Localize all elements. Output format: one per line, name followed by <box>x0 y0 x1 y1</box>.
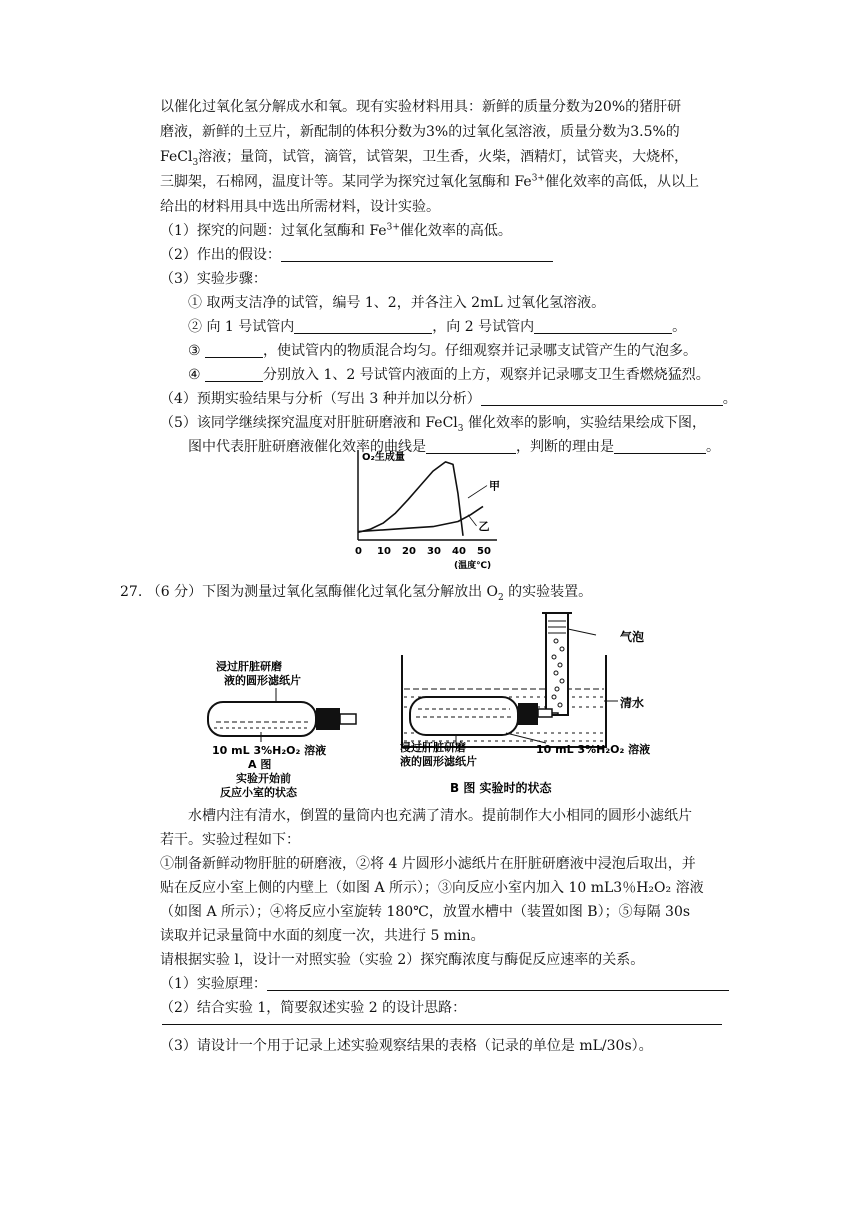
q27-para-3: ①制备新鲜动物肝脏的研磨液，②将 4 片圆形小滤纸片在肝脏研磨液中浸泡后取出，并 <box>160 856 696 872</box>
figb-bubble-label: 气泡 <box>620 630 645 644</box>
q26-para-line-2: 磨液，新鲜的土豆片，新配制的体积分数为3%的过氧化氢溶液，质量分数为3.5%的 <box>160 124 680 140</box>
figb-solution: 10 mL 3%H₂O₂ 溶液 <box>536 743 651 756</box>
q5-text-2: 催化效率的影响，实验结果绘成下图， <box>463 415 706 431</box>
q1-text: （1）探究的问题：过氧化氢酶和 Fe <box>160 223 387 239</box>
figa-stopper <box>316 708 340 730</box>
step-4-text: 分别放入 1、2 号试管内液面的上方，观察并记录哪支卫生香燃烧猛烈。 <box>263 367 710 383</box>
q26-question-5 <box>160 414 706 432</box>
x-tick-label: 50 <box>477 546 491 557</box>
figb-cylinder <box>546 613 568 715</box>
step-2-text: ② 向 1 号试管内 <box>188 319 295 335</box>
figa-label-1: 浸过肝脏研磨 <box>216 660 282 673</box>
q26-para-line-3-text: 溶液；量筒，试管，滴管，试管架，卫生香，火柴，酒精灯，试管夹，大烧杯， <box>198 149 689 165</box>
x-tick-label: 10 <box>377 546 391 557</box>
q5-line2-text: 图中代表肝脏研磨液催化效率的曲线是 <box>188 439 426 455</box>
step-2-blank-2[interactable] <box>534 319 672 334</box>
series-line-1 <box>358 462 463 536</box>
q27-para-2: 若干。实验过程如下： <box>160 832 300 848</box>
q27-para-1: 水槽内注有清水，倒置的量筒内也充满了清水。提前制作大小相同的圆形小滤纸片 <box>188 808 692 824</box>
figa-caption-2: 实验开始前 <box>236 772 291 785</box>
q26-question-1 <box>160 222 512 240</box>
q26-para-line-4 <box>160 173 699 191</box>
figb-label-1: 浸过肝脏研磨 <box>400 741 466 754</box>
q26-para-line-1: 以催化过氧化氢分解成水和氧。现有实验材料用具：新鲜的质量分数为20%的猪肝研 <box>160 99 682 115</box>
step-2-blank-1[interactable] <box>294 319 432 334</box>
figb-label-2: 液的圆形滤纸片 <box>400 755 477 768</box>
q27-heading-subscript: 2 <box>498 592 504 603</box>
figb-water-label: 清水 <box>620 696 645 710</box>
series-label-pointer-1 <box>468 486 487 498</box>
x-tick-label: 0 <box>355 546 362 557</box>
step-4 <box>188 366 710 384</box>
q26-question-3: （3）实验步骤： <box>160 271 267 287</box>
fe-superscript: 3+ <box>531 173 545 184</box>
q26-para-line-4-tail: 催化效率的高低，从以上 <box>544 174 699 190</box>
temperature-chart <box>340 448 510 574</box>
q27-para-5: （如图 A 所示）；④将反应小室旋转 180℃，放置水槽中（装置如图 B）；⑤每隔 30s <box>160 904 691 920</box>
y-axis-label: O₂生成量 <box>362 452 405 463</box>
series-label-pointer-2 <box>468 515 477 526</box>
step-3-blank[interactable] <box>205 343 263 358</box>
q27-question-1 <box>160 975 729 993</box>
q27-para-4: 贴在反应小室上侧的内壁上（如图 A 所示）；③向反应小室内加入 10 mL3％H₂O₂ 溶液 <box>160 880 704 896</box>
design-idea-blank[interactable] <box>162 1024 722 1025</box>
q5-end: 。 <box>706 439 720 455</box>
q4-text: （4）预期实验结果与分析（写出 3 种并加以分析） <box>160 391 481 407</box>
figb-tube <box>538 709 552 717</box>
step-2-mid: ，向 2 号试管内 <box>432 319 535 335</box>
q26-para-line-5: 给出的材料用具中选出所需材料，设计实验。 <box>160 199 440 215</box>
step-3 <box>188 342 697 360</box>
hypothesis-blank[interactable] <box>281 247 553 262</box>
principle-blank[interactable] <box>267 976 729 991</box>
figa-reaction-chamber <box>208 702 316 736</box>
step-4-blank[interactable] <box>205 367 263 382</box>
step-2-end: 。 <box>672 319 687 335</box>
step-3-text: ，使试管内的物质混合均匀。仔细观察并记录哪支试管产生的气泡多。 <box>263 343 698 359</box>
q27-para-6: 读取并记录量筒中水面的刻度一次，共进行 5 min。 <box>160 928 485 944</box>
fecl-subscript: 3 <box>192 157 199 168</box>
series-label-2: 乙 <box>478 519 490 533</box>
figb-reaction-chamber <box>410 697 518 735</box>
figure-a <box>196 650 396 800</box>
x-tick-label: 40 <box>452 546 466 557</box>
q26-question-2 <box>160 246 553 264</box>
step-4-num: ④ <box>188 367 206 383</box>
step-2 <box>188 318 686 336</box>
q26-question-4 <box>160 390 737 408</box>
figb-stopper <box>518 703 538 725</box>
q27-q1-text: （1）实验原理： <box>160 976 267 992</box>
q27-heading <box>120 583 592 601</box>
figure-b <box>396 605 696 800</box>
fecl-text: FeCl <box>160 149 193 165</box>
q27-question-3: （3）请设计一个用于记录上述实验观察结果的表格（记录的单位是 mL/30s）。 <box>160 1038 653 1054</box>
x-axis-label: (温度℃) <box>454 561 492 571</box>
q27-question-2: （2）结合实验 1，简要叙述实验 2 的设计思路： <box>160 1000 467 1016</box>
q27-para-7: 请根据实验 l，设计一对照实验（实验 2）探究酶浓度与酶促反应速率的关系。 <box>160 952 645 968</box>
series-line-2 <box>358 506 483 531</box>
q5-reason-blank[interactable] <box>614 439 706 454</box>
step-3-num: ③ <box>188 343 206 359</box>
series-label-1: 甲 <box>489 479 500 493</box>
figa-label-2: 液的圆形滤纸片 <box>224 674 301 687</box>
q27-heading-text: 27. （6 分）下图为测量过氧化氢酶催化过氧化氢分解放出 O <box>120 584 498 600</box>
q2-text: （2）作出的假设： <box>160 247 281 263</box>
q1-tail: 催化效率的高低。 <box>399 223 512 239</box>
figa-solution: 10 mL 3%H₂O₂ 溶液 <box>212 744 327 757</box>
q5-text: （5）该同学继续探究温度对肝脏研磨液和 FeCl <box>160 415 458 431</box>
q5-subscript: 3 <box>457 423 464 434</box>
figa-tube <box>340 714 356 724</box>
x-tick-label: 20 <box>402 546 416 557</box>
q5-reason-text: ，判断的理由是 <box>516 439 614 455</box>
q26-para-line-3 <box>160 148 688 166</box>
figb-caption: B 图 实验时的状态 <box>450 781 552 795</box>
q27-heading-tail: 的实验装置。 <box>503 584 593 600</box>
figa-caption-3: 反应小室的状态 <box>220 786 297 799</box>
q4-end: 。 <box>722 391 737 407</box>
figa-caption-1: A 图 <box>248 758 272 771</box>
q1-superscript: 3+ <box>386 222 400 233</box>
q4-blank[interactable] <box>481 391 723 406</box>
step-1: ① 取两支洁净的试管，编号 1、2，并各注入 2mL 过氧化氢溶液。 <box>188 295 606 311</box>
x-tick-label: 30 <box>427 546 441 557</box>
q26-para-line-4-text: 三脚架，石棉网，温度计等。某同学为探究过氧化氢酶和 Fe <box>160 174 532 190</box>
figb-bubble-pointer <box>568 629 596 635</box>
